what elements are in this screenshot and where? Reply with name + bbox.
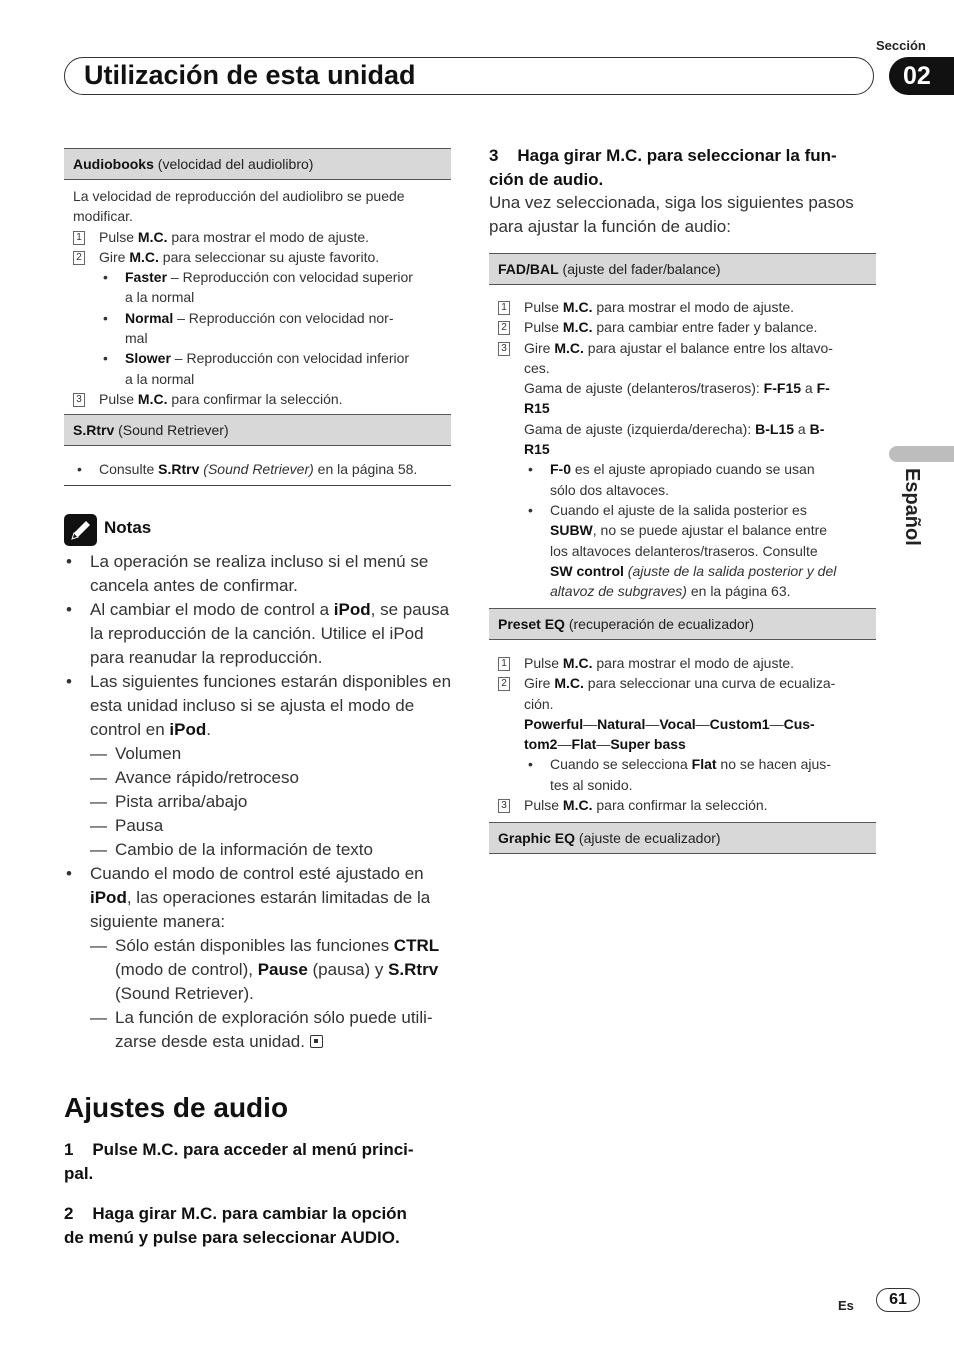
- step-bold: M.C.: [554, 339, 584, 356]
- curve-sep: —: [769, 715, 784, 732]
- note-bold: S.Rtrv: [388, 960, 439, 979]
- step-bold: M.C.: [562, 797, 593, 814]
- right-step-3-body: Una vez seleccionada, siga los siguientes pasos para ajustar la función de audio:: [489, 193, 854, 236]
- step-number: 3: [73, 393, 85, 407]
- bullet-text: tes al sonido.: [550, 776, 633, 793]
- bullet-text: Cuando el ajuste de la salida posterior es: [550, 501, 807, 518]
- note-text: .: [206, 720, 211, 739]
- note-bold: iPod: [169, 720, 207, 739]
- audiobooks-step-1: [73, 227, 448, 247]
- footer-language: Es: [838, 1298, 854, 1313]
- fadbal-range-2: [498, 419, 870, 460]
- language-tab-label: Español: [901, 468, 923, 546]
- note-bold: CTRL: [393, 936, 440, 955]
- note-text: Al cambiar el modo de control a: [90, 600, 334, 619]
- section-number-badge: 02: [889, 57, 954, 95]
- step-number: 1: [498, 657, 510, 671]
- note-3: [64, 670, 454, 742]
- curve-sep: —: [557, 736, 572, 753]
- preset-step-1: [498, 653, 870, 673]
- preset-bullet-1: [524, 754, 870, 795]
- step-line: 2 Haga girar M.C. para cambiar la opción: [64, 1204, 407, 1223]
- audiobooks-step-2: [73, 247, 448, 267]
- srtrv-box-bottom-rule: [64, 485, 451, 486]
- step-bold: M.C.: [554, 675, 584, 692]
- pencil-icon: [64, 514, 97, 546]
- range-text: a: [794, 420, 810, 437]
- note-3-item: — Volumen: [64, 742, 454, 766]
- note-text: La función de exploración sólo puede utili-: [115, 1008, 433, 1027]
- note-4-item-2: [64, 1006, 454, 1054]
- fadbal-step-1: [498, 297, 870, 317]
- note-3-item: — Avance rápido/retroceso: [64, 766, 454, 790]
- ref-bold: S.Rtrv: [158, 461, 200, 477]
- option-name: Normal: [125, 309, 174, 326]
- bullet-text: en la página 63.: [686, 583, 791, 600]
- step-number: 2: [73, 251, 85, 265]
- step-text: para mostrar el modo de ajuste.: [592, 655, 795, 671]
- note-text: Las siguientes funciones estarán disponibles en esta unidad incluso si se ajusta el modo de control en: [90, 672, 452, 739]
- option-faster: [99, 267, 448, 308]
- step-text: Gire: [99, 248, 130, 265]
- fadbal-step-2: [498, 317, 870, 337]
- step-bold: M.C.: [129, 248, 159, 265]
- bullet-italic: (ajuste de la salida posterior y del: [623, 562, 837, 579]
- audiobooks-box-body: [73, 186, 448, 409]
- range-bold: B-: [809, 420, 825, 437]
- note-text: (pausa) y: [307, 960, 389, 979]
- note-text: Cuando el modo de control esté ajustado en: [90, 864, 424, 883]
- option-desc: – Reproducción con velocidad nor-: [173, 309, 394, 326]
- end-mark-icon: [310, 1035, 323, 1048]
- step-line: 1 Pulse M.C. para acceder al menú princi-: [64, 1140, 414, 1159]
- curve-name: Natural: [597, 715, 646, 732]
- step-text: Pulse: [524, 655, 563, 671]
- step-number: 2: [498, 321, 510, 335]
- note-4: [64, 862, 454, 934]
- preset-head-bold: Preset EQ: [498, 616, 565, 632]
- bullet-text: es el ajuste apropiado cuando se usan: [571, 461, 815, 478]
- option-desc: a la normal: [125, 289, 195, 306]
- graphic-head-bold: Graphic EQ: [498, 830, 576, 846]
- graphic-box-header: [489, 822, 876, 854]
- step-bold: M.C.: [137, 390, 168, 407]
- step-text: para seleccionar su ajuste favorito.: [158, 248, 380, 265]
- preset-box-body: [498, 653, 870, 815]
- bullet-bold: SUBW: [550, 522, 593, 539]
- note-bold: iPod: [333, 600, 371, 619]
- srtrv-reference: [73, 459, 448, 479]
- audiobooks-options: [73, 267, 448, 389]
- step-line: ción de audio.: [489, 170, 604, 189]
- fadbal-head-rest: (ajuste del fader/balance): [558, 261, 721, 277]
- range-bold: B-L15: [755, 420, 795, 437]
- bullet-italic: altavoz de subgraves): [550, 583, 687, 600]
- bullet-text: Cuando se selecciona: [550, 756, 692, 773]
- curve-name: Powerful: [524, 715, 584, 732]
- step-number: 1: [73, 231, 85, 245]
- note-text: Sólo están disponibles las funciones: [115, 936, 394, 955]
- option-desc: a la normal: [125, 370, 195, 387]
- preset-bullets: [498, 754, 870, 795]
- step-number: 3: [498, 799, 510, 813]
- step-text: para confirmar la selección.: [592, 797, 768, 814]
- step-line: 3 Haga girar M.C. para seleccionar la fun-: [489, 146, 837, 165]
- curve-name: Custom1: [709, 715, 770, 732]
- curve-name: Vocal: [659, 715, 696, 732]
- fadbal-head-bold: FAD/BAL: [498, 261, 559, 277]
- step-text: Pulse: [524, 299, 563, 315]
- fadbal-bullet-1: [524, 459, 870, 500]
- audiobooks-head-bold: Audiobooks: [73, 156, 154, 172]
- range-text: a: [801, 380, 817, 397]
- bullet-text: no se hacen ajus-: [716, 756, 831, 773]
- option-name: Slower: [125, 350, 171, 367]
- bullet-bold: Flat: [691, 756, 717, 773]
- fadbal-bullet-2: [524, 500, 870, 601]
- step-bold: M.C.: [562, 655, 593, 671]
- graphic-head-rest: (ajuste de ecualizador): [575, 830, 721, 846]
- srtrv-head-bold: S.Rtrv: [73, 422, 115, 438]
- range-text: Gama de ajuste (izquierda/derecha):: [524, 420, 756, 437]
- bullet-text: sólo dos altavoces.: [550, 481, 670, 498]
- option-name: Faster: [125, 269, 168, 286]
- range-bold: F-F15: [763, 380, 802, 397]
- bullet-text: los altavoces delanteros/traseros. Consulte: [550, 542, 818, 559]
- language-tab-marker: [889, 446, 954, 462]
- preset-step-3: [498, 795, 870, 815]
- section-heading: Ajustes de audio: [64, 1092, 289, 1123]
- note-1: • La operación se realiza incluso si el menú se cancela antes de confirmar.: [64, 550, 454, 598]
- notes-label: Notas: [104, 518, 152, 537]
- note-2: [64, 598, 454, 670]
- fadbal-range-1: [498, 378, 870, 419]
- audiobooks-step-3: [73, 389, 448, 409]
- step-number: 2: [498, 677, 510, 691]
- preset-box-header: [489, 608, 876, 640]
- curve-sep: —: [583, 715, 598, 732]
- note-text: , se pausa la reproducción de la canción. Utilice el iPod para reanudar la reproducción.: [90, 600, 450, 667]
- step-text: para ajustar el balance entre los altavo-: [583, 339, 833, 356]
- note-text: (modo de control),: [115, 960, 258, 979]
- fadbal-bullets: [498, 459, 870, 601]
- option-desc: – Reproducción con velocidad superior: [167, 269, 413, 286]
- step-text: para mostrar el modo de ajuste.: [592, 299, 795, 315]
- range-bold: R15: [524, 441, 550, 458]
- option-desc: mal: [125, 330, 148, 347]
- preset-curves: [498, 714, 870, 755]
- note-3-item: — Cambio de la información de texto: [64, 838, 454, 862]
- srtrv-box-body: [73, 459, 448, 479]
- page-number: 61: [876, 1288, 920, 1312]
- right-step-3: [489, 144, 879, 192]
- fadbal-box-header: [489, 253, 876, 285]
- step-line: de menú y pulse para seleccionar AUDIO.: [64, 1228, 400, 1247]
- preset-head-rest: (recuperación de ecualizador): [564, 616, 755, 632]
- audiobooks-head-rest: (velocidad del audiolibro): [153, 156, 314, 172]
- bullet-bold: SW control: [550, 562, 624, 579]
- step-bold: M.C.: [137, 228, 168, 245]
- note-3-item: — Pausa: [64, 814, 454, 838]
- step-text: Gire: [524, 675, 555, 692]
- ref-text: en la página 58.: [313, 461, 418, 477]
- srtrv-head-rest: (Sound Retriever): [114, 422, 229, 438]
- step-bold: M.C.: [562, 319, 593, 336]
- step-text: para mostrar el modo de ajuste.: [167, 228, 370, 245]
- bullet-bold: F-0: [550, 461, 571, 478]
- step-text: ces.: [524, 359, 550, 376]
- range-text: Gama de ajuste (delanteros/traseros):: [524, 380, 764, 397]
- note-3-item: — Pista arriba/abajo: [64, 790, 454, 814]
- option-desc: – Reproducción con velocidad inferior: [170, 350, 410, 367]
- step-text: Pulse: [524, 797, 563, 814]
- ref-text: Consulte: [99, 461, 159, 477]
- fadbal-box-body: [498, 297, 870, 601]
- curve-sep: —: [695, 715, 710, 732]
- range-bold: F-: [816, 380, 830, 397]
- note-text: (Sound Retriever).: [115, 984, 254, 1003]
- step-text: para seleccionar una curva de ecualiza-: [583, 675, 836, 692]
- preset-step-2: [498, 673, 870, 714]
- step-text: para cambiar entre fader y balance.: [592, 319, 818, 336]
- ajustes-step-2: [64, 1202, 454, 1250]
- option-slower: [99, 348, 448, 389]
- curve-name: Cus-: [783, 715, 815, 732]
- ref-italic: (Sound Retriever): [199, 461, 314, 477]
- step-line: pal.: [64, 1164, 94, 1183]
- step-text: Pulse: [524, 319, 563, 336]
- notes-list: [64, 550, 454, 1054]
- option-normal: [99, 308, 448, 349]
- note-text: zarse desde esta unidad.: [115, 1032, 305, 1051]
- page-title: Utilización de esta unidad: [84, 60, 416, 90]
- curve-name: Flat: [571, 736, 597, 753]
- step-number: 1: [498, 301, 510, 315]
- bullet-text: , no se puede ajustar el balance entre: [592, 522, 828, 539]
- step-text: ción.: [524, 695, 554, 712]
- curve-sep: —: [645, 715, 660, 732]
- curve-name: Super bass: [610, 736, 686, 753]
- audiobooks-box-header: [64, 148, 451, 180]
- step-number: 3: [498, 342, 510, 356]
- step-text: Gire: [524, 339, 555, 356]
- note-bold: iPod: [90, 888, 127, 907]
- fadbal-step-3: [498, 338, 870, 379]
- curve-name: tom2: [524, 736, 558, 753]
- audiobooks-intro: La velocidad de reproducción del audiolibro se puede modificar.: [73, 188, 405, 225]
- srtrv-box-header: [64, 414, 451, 446]
- step-text: para confirmar la selección.: [167, 390, 343, 407]
- curve-sep: —: [596, 736, 611, 753]
- ajustes-step-1: [64, 1138, 454, 1186]
- step-bold: M.C.: [562, 299, 593, 315]
- note-bold: Pause: [257, 960, 308, 979]
- section-label: Sección: [876, 38, 926, 53]
- step-text: Pulse: [99, 228, 138, 245]
- note-4-item-1: [64, 934, 454, 1006]
- step-text: Pulse: [99, 390, 138, 407]
- range-bold: R15: [524, 400, 550, 417]
- note-text: , las operaciones estarán limitadas de la siguiente manera:: [90, 888, 431, 931]
